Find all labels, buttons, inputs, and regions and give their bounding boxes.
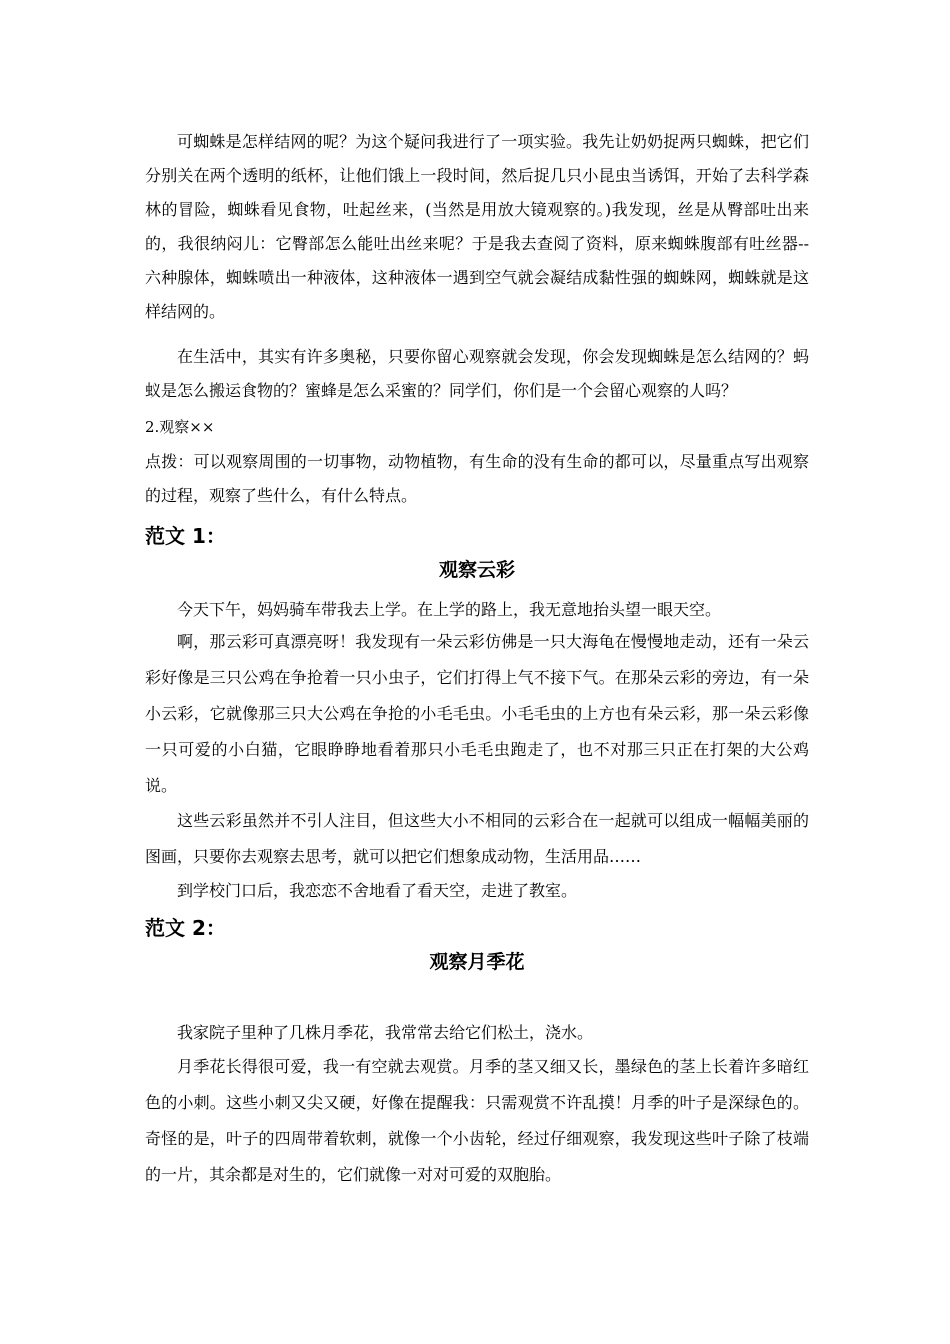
essay1-paragraph-2: 啊，那云彩可真漂亮呀！我发现有一朵云彩仿佛是一只大海龟在慢慢地走动，还有一朵云彩好像是三只公鸡在争抢着一只小虫子，它们打得上气不接下气。在那朵云彩的旁边，有一朵小云彩，它就像那三只大公鸡在争抢的小毛毛虫。小毛毛虫的上方也有朵云彩，那一朵云彩像一只可爱的小白猫，它眼睁睁地看着那只小毛毛虫跑走了，也不对那三只正在打架的大公鸡说。: [145, 632, 809, 795]
essay1-paragraph-3: 这些云彩虽然并不引人注目，但这些大小不相同的云彩合在一起就可以组成一幅幅美丽的图画，只要你去观察去思考，就可以把它们想象成动物，生活用品……: [145, 811, 809, 866]
essay1-heading: 范文 1：: [145, 524, 226, 548]
topic-label: 2.观察××: [145, 418, 215, 436]
essay2-title: 观察月季花: [429, 951, 525, 973]
essay1-title: 观察云彩: [438, 559, 515, 581]
essay1-paragraph-1: 今天下午，妈妈骑车带我去上学。在上学的路上，我无意地抬头望一眼天空。: [177, 600, 722, 619]
essay2-heading: 范文 2：: [145, 916, 226, 940]
essay2-paragraph-1: 我家院子里种了几株月季花，我常常去给它们松土，浇水。: [177, 1023, 594, 1042]
essay1-paragraph-4: 到学校门口后，我恋恋不舍地看了看天空，走进了教室。: [177, 881, 578, 900]
essay2-paragraph-2: 月季花长得很可爱，我一有空就去观赏。月季的茎又细又长，墨绿色的茎上长着许多暗红色的小刺。这些小刺又尖又硬，好像在提醒我：只需观赏不许乱摸！月季的叶子是深绿色的。奇怪的是，叶子的四周带着软刺，就像一个小齿轮，经过仔细观察，我发现这些叶子除了枝端的一片，其余都是对生的，它们就像一对对可爱的双胞胎。: [145, 1057, 809, 1184]
topic-tip: 点拨：可以观察周围的一切事物，动物植物，有生命的没有生命的都可以，尽量重点写出观察的过程，观察了些什么，有什么特点。: [145, 452, 809, 505]
intro-paragraph-1: 可蜘蛛是怎样结网的呢？为这个疑问我进行了一项实验。我先让奶奶捉两只蜘蛛，把它们分别关在两个透明的纸杯，让他们饿上一段时间，然后捉几只小昆虫当诱饵，开始了去科学森林的冒险，蜘蛛看见食物，吐起丝来，(当然是用放大镜观察的。)我发现，丝是从臀部吐出来的，我很纳闷儿：它臀部怎么能吐出丝来呢？于是我去查阅了资料，原来蜘蛛腹部有吐丝器--六种腺体，蜘蛛喷出一种液体，这种液体一遇到空气就会凝结成黏性强的蜘蛛网，蜘蛛就是这样结网的。: [145, 132, 809, 321]
intro-paragraph-2: 在生活中，其实有许多奥秘，只要你留心观察就会发现，你会发现蜘蛛是怎么结网的？蚂蚁是怎么搬运食物的？蜜蜂是怎么采蜜的？同学们，你们是一个会留心观察的人吗？: [145, 347, 809, 400]
